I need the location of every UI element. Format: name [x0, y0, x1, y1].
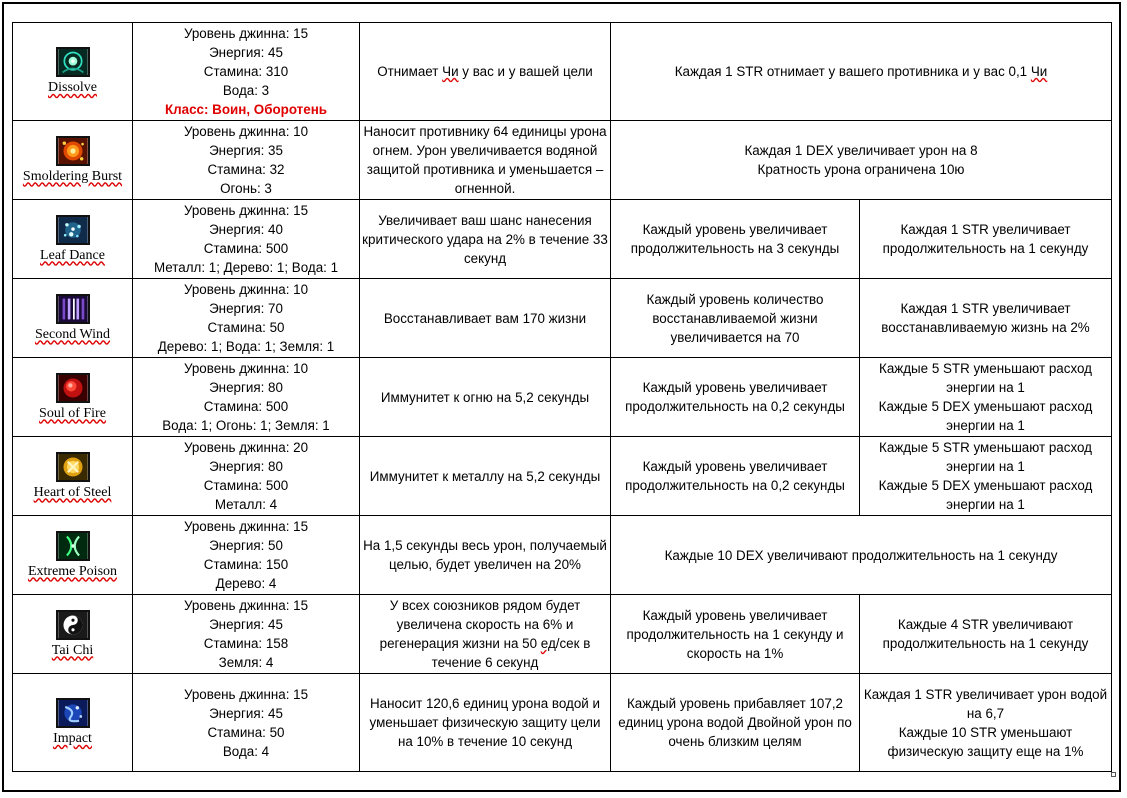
level-scaling-cell: Каждый уровень количество восстанавливаемой жизни увеличивается на 70	[611, 279, 860, 358]
requirement-line: Дерево: 1; Вода: 1; Земля: 1	[157, 339, 335, 354]
table-row	[13, 437, 1112, 516]
table-row	[13, 516, 1112, 595]
tai-chi-icon	[56, 610, 90, 640]
description-cell	[360, 23, 611, 121]
chi-term: Чи	[442, 64, 459, 79]
description-cell: Наносит противнику 64 единицы урона огнем. Урон увеличивается водяной защитой противника и уменьшается – огненной.	[360, 121, 611, 200]
smoldering-burst-icon	[56, 136, 90, 166]
requirements-cell	[133, 516, 360, 595]
table-row	[13, 674, 1112, 772]
table-row	[13, 23, 1112, 121]
requirement-line: Вода: 1; Огонь: 1; Земля: 1	[162, 418, 330, 433]
requirements-cell	[133, 23, 360, 121]
requirement-line: Земля: 4	[218, 655, 274, 670]
skill-name: Dissolve	[48, 80, 97, 95]
table-row	[13, 121, 1112, 200]
skill-name: Extreme Poison	[27, 563, 118, 579]
description-text: У всех союзников рядом будет увеличена скорость на 6% и регенерация жизни на 50	[379, 598, 581, 651]
scaling-line: Кратность урона ограничена 10ю	[757, 162, 965, 177]
soul-of-fire-icon	[56, 373, 90, 403]
requirement-line: Стамина: 500	[203, 478, 289, 493]
description-cell: Наносит 120,6 единиц урона водой и уменьшает физическую защиту цели на 10% в течение 10 секунд	[360, 674, 611, 772]
requirement-line: Вода: 3	[222, 83, 270, 98]
table-row	[13, 279, 1112, 358]
requirement-line: Дерево: 4	[215, 576, 277, 591]
scaling-cell	[611, 23, 1112, 121]
scaling-line: Каждая 1 STR увеличивает урон водой на 6,7	[863, 686, 1108, 721]
skill-cell	[13, 516, 133, 595]
extreme-poison-icon	[56, 531, 90, 561]
requirement-line: Уровень джинна: 15	[183, 686, 309, 702]
scaling-cell: Каждые 10 DEX увеличивают продолжительность на 1 секунду	[611, 516, 1112, 595]
requirement-line: Уровень джинна: 10	[183, 282, 309, 297]
requirement-line: Уровень джинна: 15	[183, 519, 309, 534]
stat-scaling-cell	[860, 437, 1112, 516]
skill-cell	[13, 595, 133, 674]
level-scaling-cell: Каждый уровень прибавляет 107,2 единиц урона водой Двойной урон по очень близким целям	[611, 674, 860, 772]
requirement-line: Металл: 4	[214, 497, 278, 512]
scaling-line: Каждые 5 STR уменьшают расход энергии на 1	[879, 361, 1092, 395]
requirement-line: Уровень джинна: 10	[183, 361, 309, 376]
description-cell: На 1,5 секунды весь урон, получаемый целью, будет увеличен на 20%	[360, 516, 611, 595]
scaling-line: Каждые 5 DEX уменьшают расход энергии на 1	[878, 478, 1093, 512]
skill-name: Soul of Fire	[39, 405, 106, 421]
skill-name: Tai Chi	[51, 642, 94, 658]
skill-name: Impact	[53, 731, 92, 746]
requirement-line: Энергия: 35	[209, 143, 283, 158]
chi-term: Чи	[1030, 64, 1048, 79]
requirements-cell	[133, 595, 360, 674]
requirements-cell	[133, 437, 360, 516]
requirement-line: Уровень джинна: 15	[183, 203, 309, 218]
scaling-line: Каждая 1 DEX увеличивает урон на 8	[744, 143, 978, 158]
skills-table	[12, 22, 1112, 772]
skill-name: Second Wind	[34, 326, 110, 342]
description-text: /сек в течение 6 секунд	[431, 636, 591, 670]
level-scaling-cell: Каждый уровень увеличивает продолжительность на 3 секунды	[611, 200, 860, 279]
requirement-line: Уровень джинна: 15	[183, 598, 309, 613]
requirement-line: Энергия: 80	[209, 459, 283, 474]
requirement-line: Стамина: 32	[207, 162, 285, 177]
requirement-line: Стамина: 500	[203, 399, 289, 414]
unit-term: ед	[540, 636, 556, 651]
requirement-line: Энергия: 70	[209, 301, 283, 316]
requirement-line: Энергия: 80	[209, 380, 283, 395]
description-cell: Восстанавливает вам 170 жизни	[360, 279, 611, 358]
skill-cell	[13, 23, 133, 121]
description-cell: Увеличивает ваш шанс нанесения критического удара на 2% в течение 33 секунд	[360, 200, 611, 279]
level-scaling-cell: Каждый уровень увеличивает продолжительность на 0,2 секунды	[611, 358, 860, 437]
requirement-line: Стамина: 50	[207, 724, 285, 740]
skill-cell	[13, 437, 133, 516]
scaling-cell	[611, 121, 1112, 200]
description-text: у вас и у вашей цели	[458, 64, 593, 79]
requirement-line: Энергия: 50	[209, 538, 283, 553]
impact-icon	[56, 698, 90, 728]
skill-name: Heart of Steel	[33, 484, 112, 500]
skill-cell	[13, 358, 133, 437]
level-scaling-cell: Каждый уровень увеличивает продолжительность на 0,2 секунды	[611, 437, 860, 516]
skill-cell	[13, 200, 133, 279]
description-cell: Иммунитет к металлу на 5,2 секунды	[360, 437, 611, 516]
requirement-line: Металл: 1; Дерево: 1; Вода: 1	[153, 260, 339, 275]
requirement-line: Стамина: 150	[203, 557, 289, 572]
requirements-cell	[133, 674, 360, 772]
requirements-cell	[133, 358, 360, 437]
second-wind-icon	[56, 294, 90, 324]
stat-scaling-cell: Каждая 1 STR увеличивает продолжительность на 1 секунду	[860, 200, 1112, 279]
requirement-line: Уровень джинна: 15	[183, 26, 309, 41]
requirement-line: Огонь: 3	[220, 181, 272, 196]
description-cell: Иммунитет к огню на 5,2 секунды	[360, 358, 611, 437]
skill-cell	[13, 279, 133, 358]
requirement-line: Вода: 4	[222, 743, 270, 759]
requirement-line: Стамина: 158	[203, 636, 289, 651]
scaling-line: Каждые 5 STR уменьшают расход энергии на 1	[879, 440, 1092, 474]
stat-scaling-cell: Каждая 1 STR увеличивает восстанавливаемую жизнь на 2%	[860, 279, 1112, 358]
skill-cell	[13, 674, 133, 772]
description-text: Отнимает	[377, 64, 443, 79]
description-cell	[360, 595, 611, 674]
scaling-line: Каждые 5 DEX уменьшают расход энергии на 1	[878, 399, 1093, 433]
stat-scaling-cell	[860, 674, 1112, 772]
requirement-line: Стамина: 50	[207, 320, 285, 335]
table-row	[13, 200, 1112, 279]
requirement-line: Уровень джинна: 10	[183, 124, 309, 139]
requirement-line: Уровень джинна: 20	[183, 440, 309, 455]
heart-of-steel-icon	[56, 452, 90, 482]
stat-scaling-cell: Каждые 4 STR увеличивают продолжительность на 1 секунду	[860, 595, 1112, 674]
dissolve-icon	[56, 47, 90, 77]
corner-marker	[1111, 772, 1116, 777]
requirement-line: Энергия: 45	[209, 705, 283, 721]
requirements-cell	[133, 279, 360, 358]
skill-cell	[13, 121, 133, 200]
requirement-line: Энергия: 45	[209, 617, 283, 632]
class-restriction: Класс: Воин, Оборотень	[164, 102, 328, 117]
skill-name: Smoldering Burst	[22, 168, 123, 184]
table-row	[13, 595, 1112, 674]
requirement-line: Энергия: 40	[209, 222, 283, 237]
scaling-line: Каждые 10 STR уменьшают физическую защиту еще на 1%	[887, 724, 1084, 759]
scaling-text: Каждая 1 STR отнимает у вашего противника и у вас 0,1	[674, 64, 1031, 79]
requirement-line: Энергия: 45	[209, 45, 283, 60]
requirements-cell	[133, 200, 360, 279]
leaf-dance-icon	[56, 215, 90, 245]
table-row	[13, 358, 1112, 437]
requirement-line: Стамина: 310	[203, 64, 289, 79]
stat-scaling-cell	[860, 358, 1112, 437]
requirement-line: Стамина: 500	[203, 241, 289, 256]
level-scaling-cell: Каждый уровень увеличивает продолжительность на 1 секунду и скорость на 1%	[611, 595, 860, 674]
skill-name: Leaf Dance	[40, 247, 105, 263]
requirements-cell	[133, 121, 360, 200]
